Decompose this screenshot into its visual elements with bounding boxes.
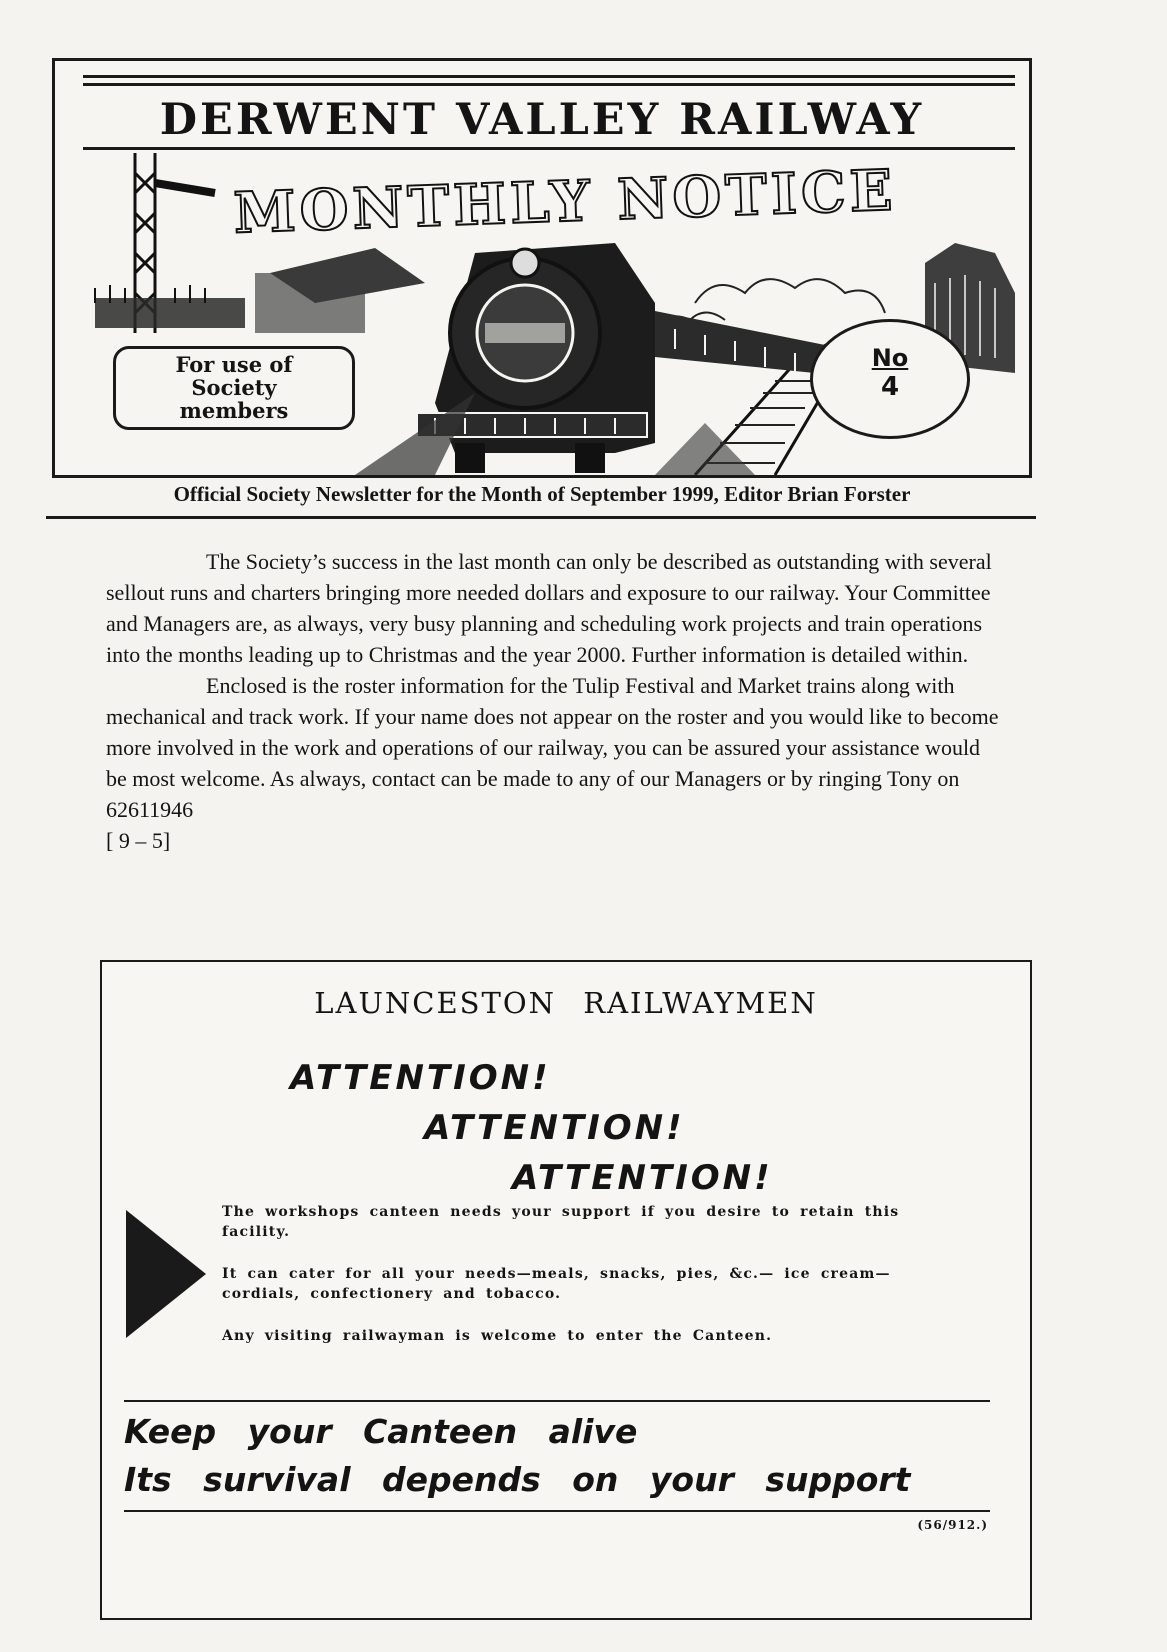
masthead [52,58,1032,478]
use-line-2: Society [191,375,277,400]
issue-label: No [871,344,909,372]
ad-title: LAUNCESTON RAILWAYMEN [314,986,818,1020]
newsletter-body [106,546,1006,856]
attention-line-2: ATTENTION! [424,1108,685,1148]
use-line-1: For use of [175,352,293,377]
use-line-3: members [179,398,289,423]
attention-line-1: ATTENTION! [290,1058,551,1098]
ad-rule-bottom [124,1510,990,1512]
body-paragraph-2: Enclosed is the roster information for the Tulip Festival and Market trains along with mechanical and track work. If your name does not appear on the roster and you would like to become more involved in the work and operations of our railway, you can be assured your assistance would be most welcome. As always, contact can be made to any of our Managers or by ringing Tony on 62611946 [106,673,999,822]
issue-number-badge [810,319,970,439]
body-reference: [ 9 – 5] [106,828,171,853]
ad-rule-top [124,1400,990,1402]
society-use-badge [113,346,355,430]
ad-notes [222,1202,957,1368]
body-paragraph-1: The Society’s success in the last month can only be described as outstanding with several sellout runs and charters bringing more needed dollars and exposure to our railway. Your Committee and Managers are, as always, very busy planning and scheduling work projects and train operations into the months leading up to Christmas and the year 2000. Further information is detailed within. [106,549,992,667]
ad-slogan-2: Its survival depends on your support [124,1460,911,1499]
issue-number: 4 [880,372,900,402]
masthead-title-rule [83,147,1015,150]
pointer-triangle-icon [126,1210,206,1338]
ad-note-2: It can cater for all your needs—meals, snacks, pies, &c.— ice cream—cordials, confectionery and tobacco. [222,1266,891,1302]
ad-note-1: The workshops canteen needs your support if you desire to retain this facility. [222,1204,900,1240]
subtitle-rule [46,516,1036,519]
ad-note-3: Any visiting railwayman is welcome to enter the Canteen. [222,1328,773,1344]
newsletter-subtitle: Official Society Newsletter for the Month of September 1999, Editor Brian Forster [173,482,911,506]
ad-slogan-1: Keep your Canteen alive [124,1412,638,1451]
ad-code: (56/912.) [917,1518,988,1532]
monthly-notice-heading: MONTHLY NOTICE [232,157,898,247]
canteen-advertisement [100,960,1032,1620]
masthead-title: DERWENT VALLEY RAILWAY [159,95,925,145]
attention-line-3: ATTENTION! [512,1158,773,1198]
masthead-top-rule-2 [83,83,1015,86]
masthead-top-rule [83,75,1015,78]
